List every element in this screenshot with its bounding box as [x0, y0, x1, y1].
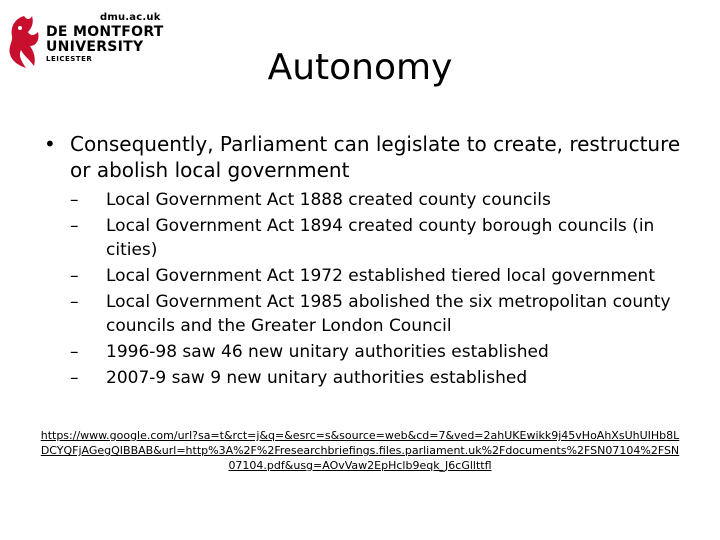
list-item: – Local Government Act 1888 created county councils	[70, 190, 551, 210]
logo-name-line1: DE MONTFORT	[46, 24, 164, 40]
dash-icon: –	[70, 292, 79, 312]
list-item: – Local Government Act 1972 established tiered local government	[70, 266, 655, 286]
main-bullet	[44, 131, 694, 183]
dash-icon: –	[70, 368, 79, 388]
list-item: – 1996-98 saw 46 new unitary authorities established	[70, 342, 549, 362]
list-item: – 2007-9 saw 9 new unitary authorities established	[70, 368, 528, 388]
slide-content	[44, 131, 694, 392]
logo-name-line2: UNIVERSITY	[46, 39, 144, 55]
source-link[interactable]: https://www.google.com/url?sa=t&rct=j&q=&esrc=s&source=web&cd=7&ved=2ahUKEwikk9j45vHoAhXsUhUIHb8LDCYQFjAGegQIBBAB&url=http%3A%2F%2Fresearchbriefings.files.parliament.uk%2Fdocuments%2FSN07104%2FSN07104.pdf&usg=AOvVaw2EpHclb9eqk_J6cGllttfl	[40, 429, 680, 472]
slide-title: Autonomy	[267, 47, 453, 88]
dash-icon: –	[70, 216, 79, 236]
list-item: – Local Government Act 1894 created county borough councils (in cities)	[70, 216, 655, 260]
bullet-dot-icon: •	[44, 132, 56, 156]
sub-bullet-list	[44, 188, 694, 390]
dash-icon: –	[70, 190, 79, 210]
main-bullet-text: Consequently, Parliament can legislate to create, restructure or abolish local government	[70, 132, 681, 182]
logo-city: LEICESTER	[46, 55, 93, 63]
dash-icon: –	[70, 342, 79, 362]
list-item: – Local Government Act 1985 abolished the six metropolitan county councils and the Greater London Council	[70, 292, 671, 336]
logo-domain: dmu.ac.uk	[100, 12, 161, 23]
dash-icon: –	[70, 266, 79, 286]
